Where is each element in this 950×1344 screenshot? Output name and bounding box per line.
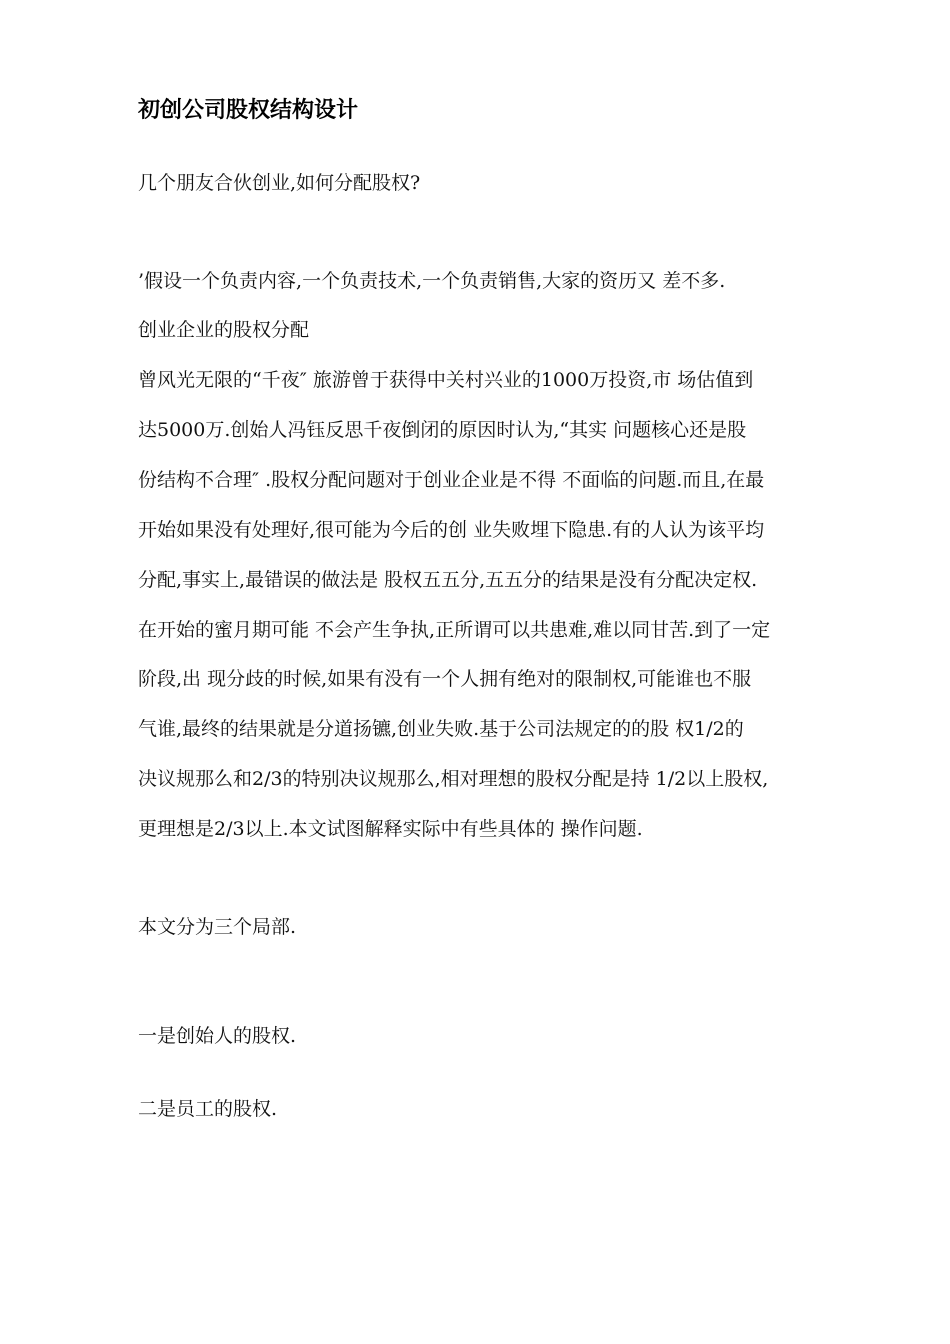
paragraph-line: 决议规那么和2/3的特别决议规那么,相对理想的股权分配是持 1/2以上股权, [138, 768, 769, 790]
part-two: 二是员工的股权. [138, 1098, 278, 1120]
section-heading: 创业企业的股权分配 [138, 319, 310, 341]
document-title: 初创公司股权结构设计 [138, 98, 359, 123]
paragraph-line: 气谁,最终的结果就是分道扬镳,创业失败.基于公司法规定的的股 权1/2的 [138, 718, 744, 740]
assumption-line: ’假设一个负责内容,一个负责技术,一个负责销售,大家的资历又 差不多. [138, 270, 726, 292]
question-line: 几个朋友合伙创业,如何分配股权? [138, 172, 421, 194]
paragraph-line: 更理想是2/3以上.本文试图解释实际中有些具体的 操作问题. [138, 818, 643, 840]
paragraph-line: 份结构不合理″ .股权分配问题对于创业企业是不得 不面临的问题.而且,在最 [138, 469, 765, 491]
paragraph-line: 分配,事实上,最错误的做法是 股权五五分,五五分的结果是没有分配决定权. [138, 569, 758, 591]
part-one: 一是创始人的股权. [138, 1025, 297, 1047]
paragraph-line: 开始如果没有处理好,很可能为今后的创 业失败埋下隐患.有的人认为该平均 [138, 519, 765, 541]
paragraph-line: 阶段,出 现分歧的时候,如果有没有一个人拥有绝对的限制权,可能谁也不服 [138, 668, 752, 690]
paragraph-line: 在开始的蜜月期可能 不会产生争执,正所谓可以共患难,难以同甘苦.到了一定 [138, 619, 771, 641]
parts-intro: 本文分为三个局部. [138, 916, 297, 938]
paragraph-line: 达5000万.创始人冯钰反思千夜倒闭的原因时认为,“其实 问题核心还是股 [138, 419, 747, 441]
paragraph-line: 曾风光无限的“千夜″ 旅游曾于获得中关村兴业的1000万投资,市 场估值到 [138, 369, 754, 391]
